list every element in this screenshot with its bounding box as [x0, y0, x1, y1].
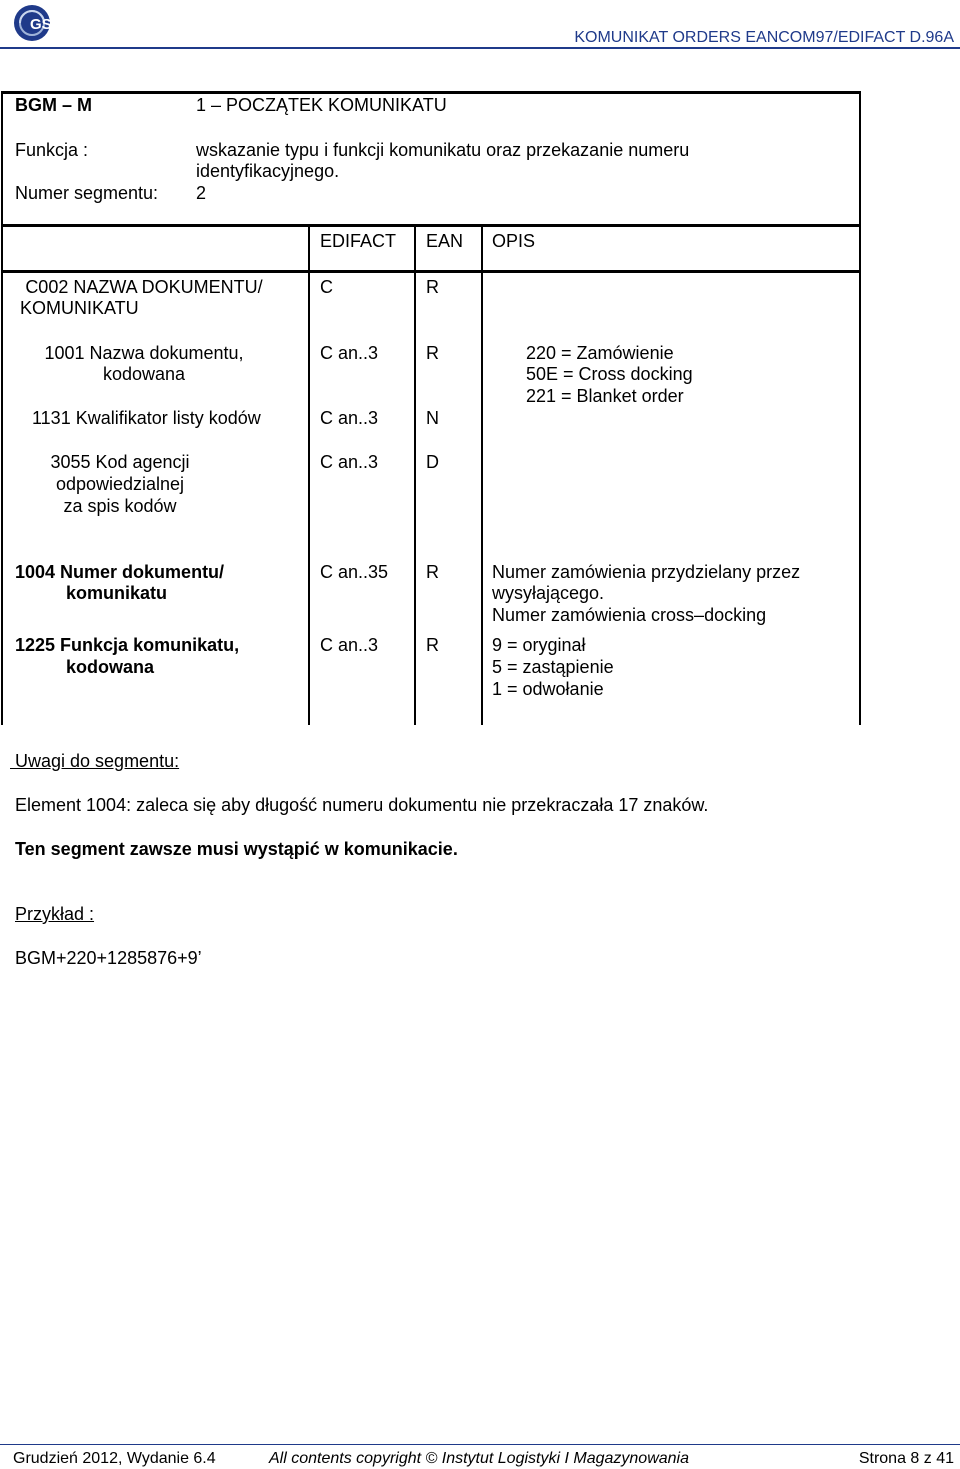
- e1131-ean: N: [426, 408, 439, 428]
- notes-heading: Uwagi do segmentu:: [10, 751, 180, 771]
- e3055-edifact: C an..3: [320, 452, 379, 472]
- e1225-edifact: C an..3: [320, 635, 379, 655]
- function-label: Funkcja :: [15, 140, 89, 160]
- e1004-name-line1: 1004 Numer dokumentu/: [15, 562, 225, 582]
- notes-line2: Ten segment zawsze musi wystąpić w komunikacie.: [15, 839, 458, 859]
- header-rule: [0, 47, 960, 49]
- e1001-edifact: C an..3: [320, 343, 379, 363]
- footer-rule: [0, 1444, 960, 1445]
- e1004-ean: R: [426, 562, 439, 582]
- e1001-opis-line1: 220 = Zamówienie: [526, 343, 674, 363]
- col-header-ean: EAN: [426, 231, 464, 251]
- e1001-opis-line2: 50E = Cross docking: [526, 364, 693, 384]
- gs1-logo: [10, 3, 68, 43]
- footer-page-number: Strona 8 z 41: [858, 1450, 954, 1467]
- e3055-ean: D: [426, 452, 439, 472]
- e1225-name-line1: 1225 Funkcja komunikatu,: [15, 635, 240, 655]
- e3055-name-line1: 3055 Kod agencji: [50, 452, 190, 472]
- c002-edifact: C: [320, 277, 333, 297]
- function-text-line2: identyfikacyjnego.: [196, 161, 340, 181]
- e1004-opis-line1: Numer zamówienia przydzielany przez: [492, 562, 801, 582]
- col-header-opis: OPIS: [492, 231, 536, 251]
- e1001-ean: R: [426, 343, 439, 363]
- segment-name: 1 – POCZĄTEK KOMUNIKATU: [196, 95, 447, 115]
- table-header-rule: [1, 270, 861, 273]
- segment-number-value: 2: [196, 183, 207, 203]
- segment-number-label: Numer segmentu:: [15, 183, 159, 203]
- c002-name-line2: KOMUNIKATU: [20, 298, 139, 318]
- e1004-edifact: C an..35: [320, 562, 389, 582]
- e1225-name-line2: kodowana: [66, 657, 155, 677]
- col-header-edifact: EDIFACT: [320, 231, 397, 251]
- frame-left-rule: [1, 91, 3, 725]
- e3055-name-line3: za spis kodów: [63, 496, 177, 516]
- e1001-name-line1: 1001 Nazwa dokumentu,: [44, 343, 244, 363]
- segment-tag: BGM – M: [15, 95, 93, 115]
- c002-name-line1: C002 NAZWA DOKUMENTU/: [25, 277, 263, 297]
- e1001-opis-line3: 221 = Blanket order: [526, 386, 684, 406]
- col-opis-rule: [481, 224, 483, 725]
- e1225-opis-line2: 5 = zastąpienie: [492, 657, 614, 677]
- example-heading: Przykład :: [15, 904, 95, 924]
- col-ean-rule: [414, 224, 416, 725]
- e1004-opis-line2: wysyłającego.: [492, 583, 605, 603]
- e1225-ean: R: [426, 635, 439, 655]
- svg-text:GS1: GS1: [30, 16, 61, 33]
- e1131-name: 1131 Kwalifikator listy kodów: [32, 408, 261, 428]
- e3055-name-line2: odpowiedzialnej: [55, 474, 185, 494]
- footer-date: Grudzień 2012, Wydanie 6.4: [13, 1450, 216, 1467]
- frame-right-rule: [859, 91, 861, 725]
- c002-ean: R: [426, 277, 439, 297]
- example-code: BGM+220+1285876+9’: [15, 948, 202, 968]
- e1004-opis-line3: Numer zamówienia cross–docking: [492, 605, 767, 625]
- e1001-name-line2: kodowana: [102, 364, 186, 384]
- document-title: KOMUNIKAT ORDERS EANCOM97/EDIFACT D.96A: [574, 29, 954, 46]
- function-text-line1: wskazanie typu i funkcji komunikatu oraz przekazanie numeru: [196, 140, 690, 160]
- footer-copyright: All contents copyright © Instytut Logistyki I Magazynowania: [269, 1450, 689, 1467]
- col-edifact-rule: [308, 224, 310, 725]
- notes-line1: Element 1004: zaleca się aby długość numeru dokumentu nie przekraczała 17 znaków.: [15, 795, 709, 815]
- e1225-opis-line1: 9 = oryginał: [492, 635, 586, 655]
- segment-separator-rule: [1, 224, 861, 227]
- e1004-name-line2: komunikatu: [66, 583, 168, 603]
- e1225-opis-line3: 1 = odwołanie: [492, 679, 604, 699]
- e1131-edifact: C an..3: [320, 408, 379, 428]
